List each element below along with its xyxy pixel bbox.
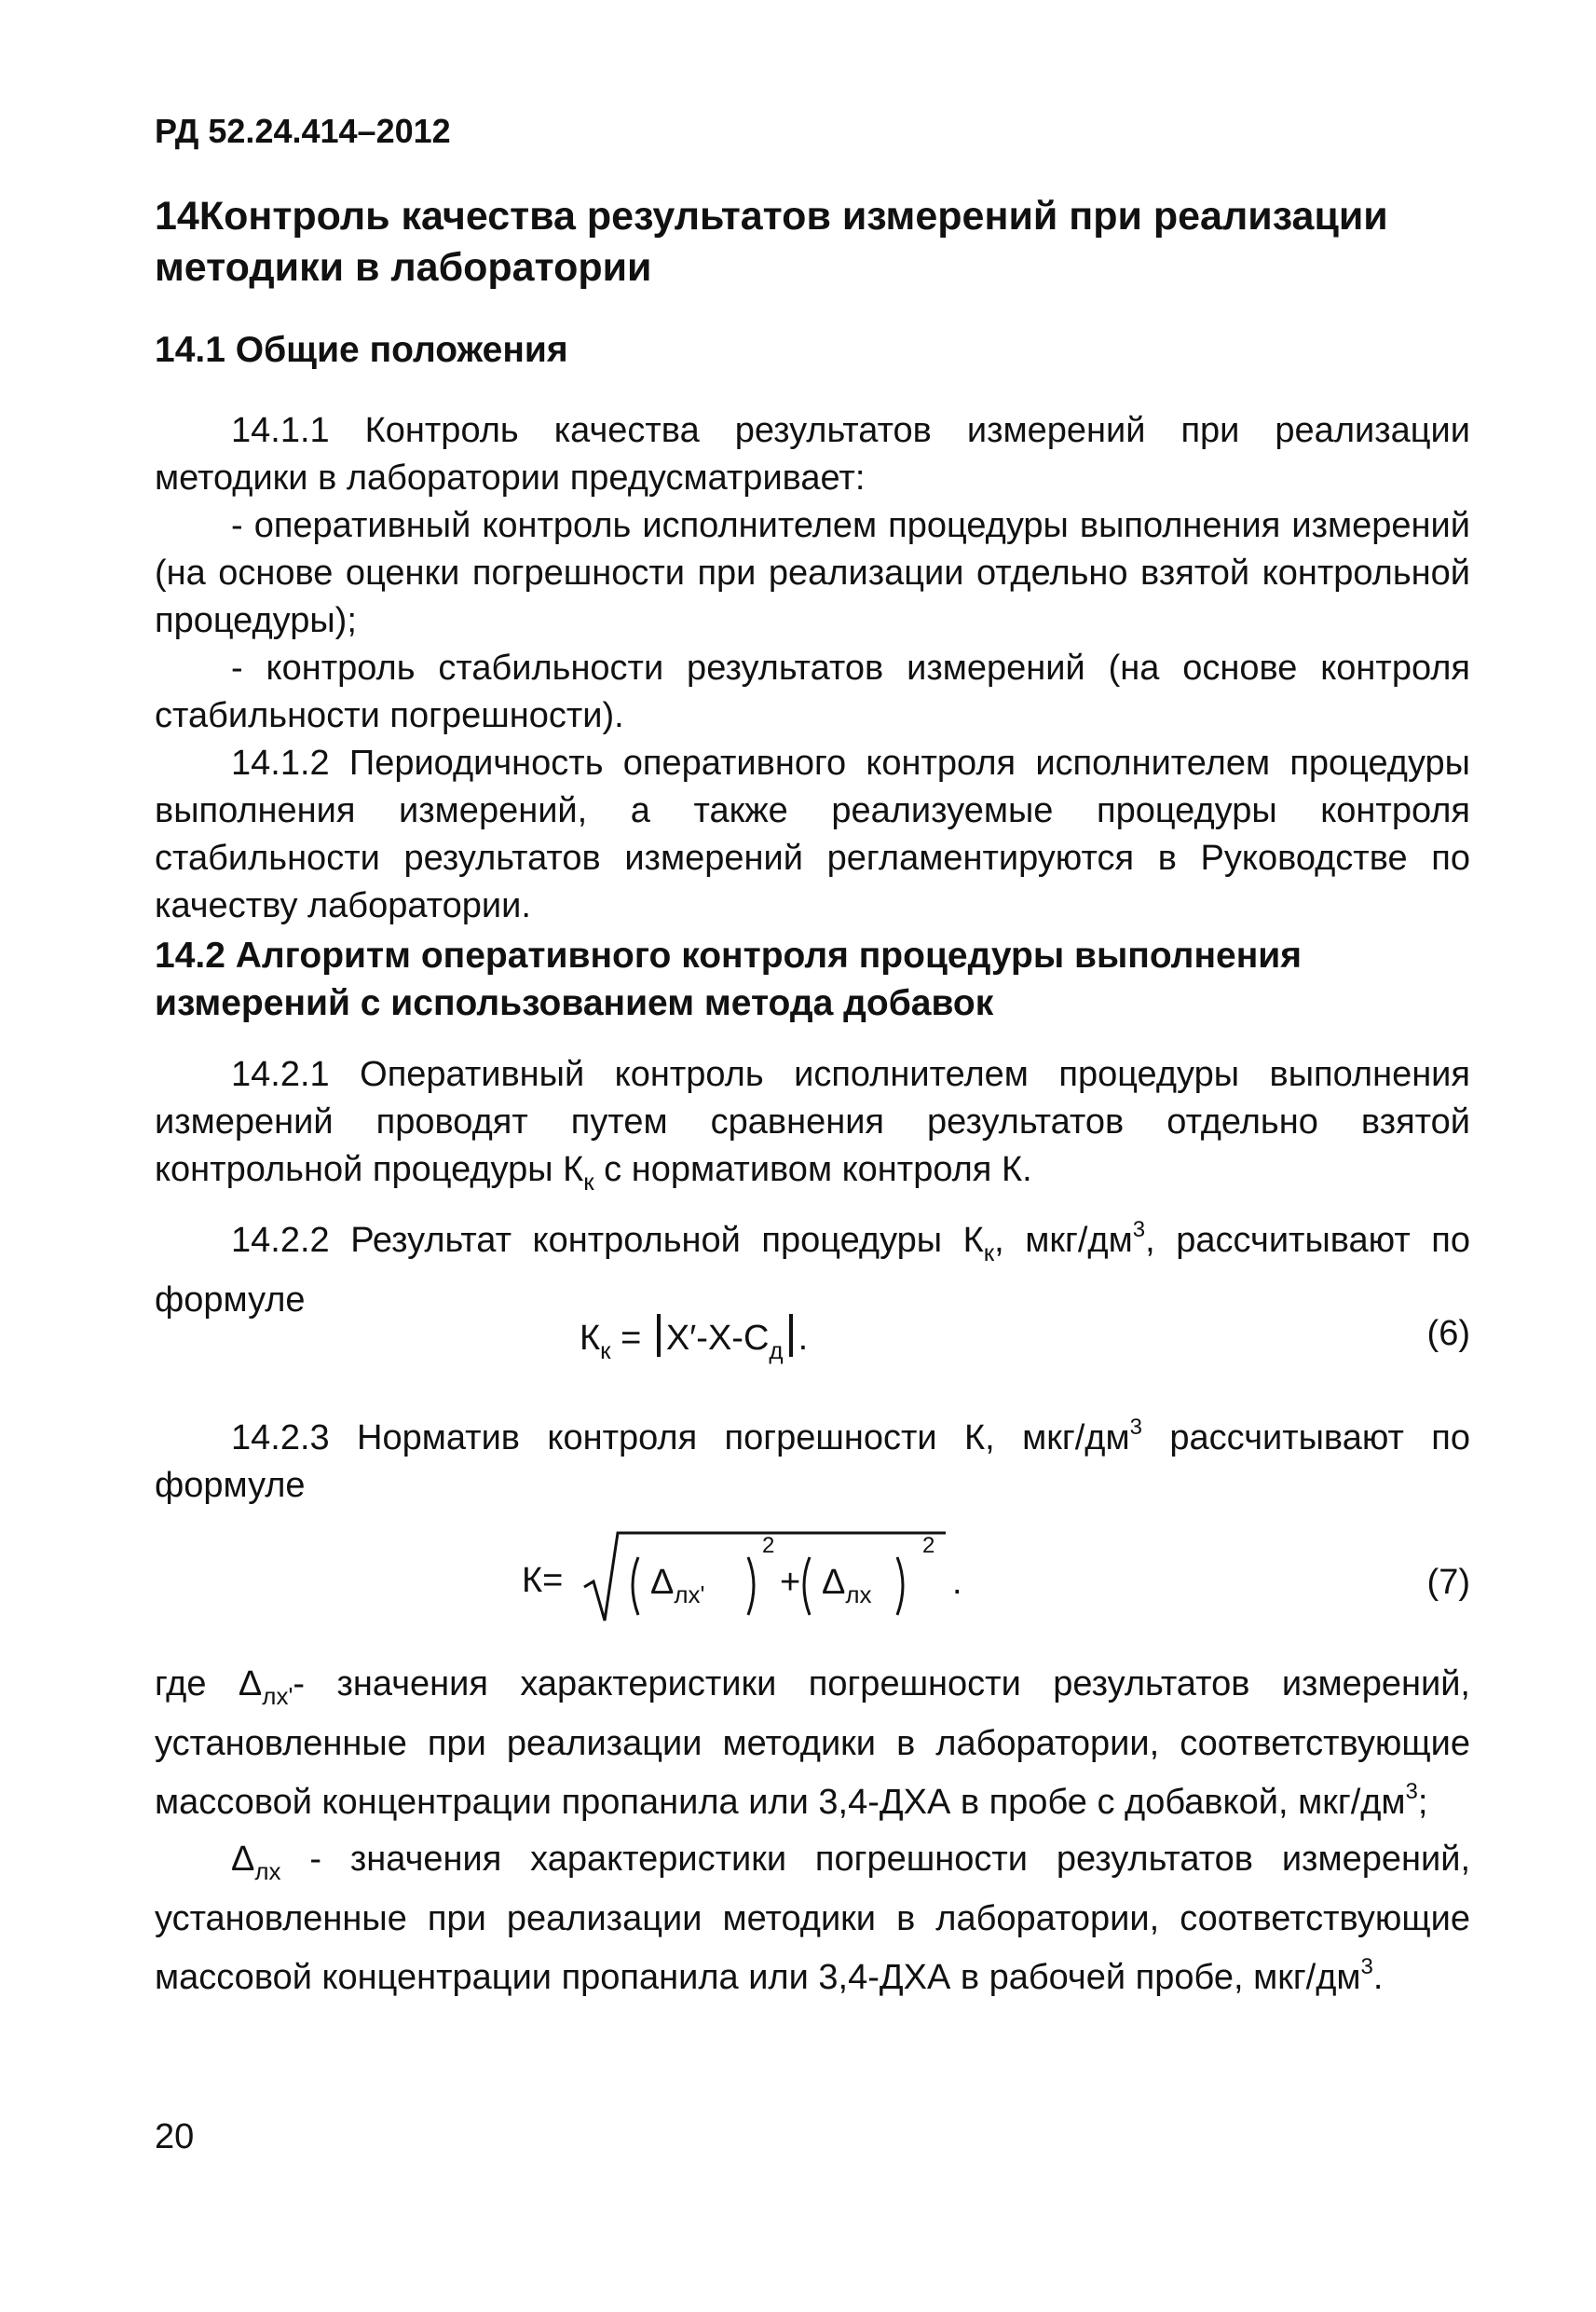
plus-sign: + [780,1563,801,1602]
section-14-2-title: 14.2 Алгоритм оперативного контроля процедуры выполнения измерений с использованием метода добавок [155,936,1302,1023]
section-14-title: 14Контроль качества результатов измерений при реализации методики в лаборатории [155,194,1388,290]
formula-6: $К_к = X'-X-С_д$ . [580,1314,808,1365]
exponent-2: 2 [922,1533,935,1558]
exponent-1: 2 [762,1533,775,1558]
section-14-1-title: 14.1 Общие положения [155,330,568,370]
page-number: 20 [155,2117,195,2156]
abs-bar-left [657,1314,661,1357]
paragraph-14-2-1: 14.2.1 Оперативный контроль исполнителем процедуры выполнения измерений проводят путем сравнения результатов отдельно взятой контрольной процедуры $К_к$ с нормативом контроля К. [155,1055,1470,1196]
equation-number-7: (7) [1426,1563,1470,1602]
bullet-stability-control: - контроль стабильности результатов измерений (на основе контроля стабильности погрешности). [155,649,1470,735]
delta-lx-prime: $\Delta_{лх'}$ [650,1563,705,1608]
bullet-operational-control: - оперативный контроль исполнителем процедуры выполнения измерений (на основе оценки погрешности при реализации отдельно взятой контрольной процедуры); [155,506,1470,640]
equation-number-6: (6) [1426,1314,1470,1353]
formula-7: К= $\Delta_{лх'}$ 2 + $\Delta_{лх}$ 2 . [522,1524,969,1626]
definition-delta-lx: $\Delta_{лх}$ - значения характеристики погрешности результатов измерений, установленные при реализации методики в лаборатории, соответствующие массовой концентрации пропанила или 3,4-ДХА в рабочей пробе, мкг/$дм^3$. [155,1840,1470,1997]
where-definitions [155,1661,1470,2002]
section-14-1-body [155,407,1470,930]
delta-lx: $\Delta_{лх}$ [822,1563,872,1608]
section-14-2-body [155,1051,1470,1324]
paragraph-14-2-3: 14.2.3 Норматив контроля погрешности К, мкг/$дм^3$ рассчитывают по формуле [155,1415,1471,1505]
abs-bar-right [789,1314,793,1357]
paragraph-14-2-2: 14.2.2 Результат контрольной процедуры $К_к$, мкг/$дм^3$, рассчитывают по формуле [155,1217,1470,1320]
document-code: РД 52.24.414–2012 [155,112,451,150]
paragraph-14-1-1: 14.1.1 Контроль качества результатов измерений при реализации методики в лаборатории предусматривает: [155,411,1470,498]
definition-delta-lx-prime: где $\Delta_{лх'}-$ значения характеристики погрешности результатов измерений, установленные при реализации методики в лаборатории, соответствующие массовой концентрации пропанила или 3,4-ДХА в пробе с добавкой, мкг/$дм^3$; [155,1664,1470,1822]
paragraph-14-1-2: 14.1.2 Периодичность оперативного контроля исполнителем процедуры выполнения измерений, а также реализуемые процедуры контроля стабильности результатов измерений регламентируются в Руководстве по качеству лаборатории. [155,744,1470,925]
